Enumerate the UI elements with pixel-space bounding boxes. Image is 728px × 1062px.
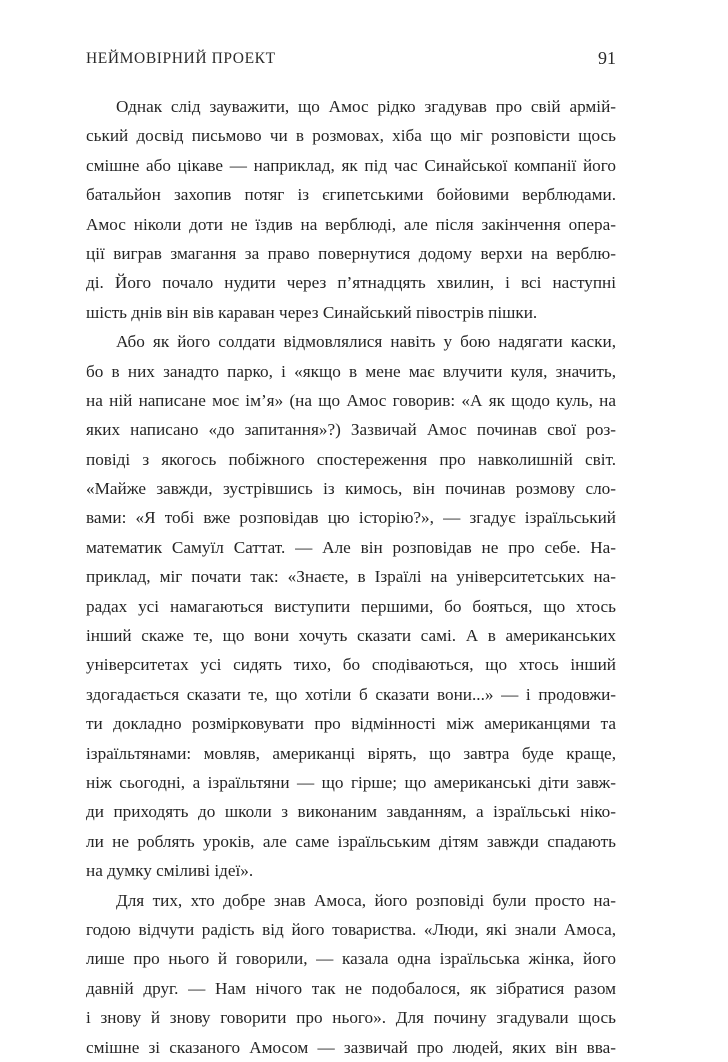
text-line: годою відчути радість від його товариства. «Люди, які знали Амоса, — [86, 919, 616, 939]
text-line: шість днів він вів караван через Синайський півострів пішки. — [86, 302, 538, 322]
text-line: приклад, міг почати так: «Знаєте, в Ізраїлі на університетських на- — [86, 567, 616, 587]
running-head — [86, 48, 616, 72]
text-line: ти докладно розмірковувати про відмінності між американцями та — [86, 714, 616, 734]
text-line: бо в них занадто парко, і «якщо в мене має влучити куля, значить, — [86, 361, 616, 381]
text-line: Або як його солдати відмовлялися навіть у бою надягати каски, — [116, 332, 616, 352]
text-line: здогадається сказати те, що хотіли б сказати вони...» — і продовжи- — [86, 684, 616, 704]
text-line: ди приходять до школи з виконаним завданням, а ізраїльські ніко- — [86, 802, 616, 822]
text-line: давній друг. — Нам нічого так не подобалося, як зібратися разом — [86, 978, 616, 998]
text-line: на думку сміливі ідеї». — [86, 861, 254, 881]
text-line: «Майже завжди, зустрівшись із кимось, він починав розмову сло- — [86, 479, 616, 499]
text-line: ли не роблять уроків, але саме ізраїльським дітям завжди спадають — [86, 831, 616, 851]
running-title: НЕЙМОВІРНИЙ ПРОЕКТ — [86, 50, 276, 67]
text-line: Однак слід зауважити, що Амос рідко згадував про свій армій- — [116, 97, 616, 116]
text-line: повіді з якогось побіжного спостереження про навколишній світ. — [86, 449, 616, 469]
text-line: інший скаже те, що вони хочуть сказати самі. А в американських — [86, 626, 616, 646]
text-line: математик Самуїл Саттат. — Але він розповідав не про себе. На- — [86, 537, 616, 557]
text-line: смішне зі сказаного Амосом — зазвичай про людей, яких він вва- — [86, 1037, 616, 1057]
text-line: ді. Його почало нудити через п’ятнадцять хвилин, і всі наступні — [86, 273, 616, 293]
body-text — [86, 92, 616, 1062]
text-line: ізраїльтянами: мовляв, американці вірять, що завтра буде краще, — [86, 743, 616, 763]
text-line: університетах усі сидять тихо, бо сподіваються, що хтось інший — [86, 655, 616, 675]
page-number: 91 — [598, 48, 616, 68]
text-line: ський досвід письмово чи в розмовах, хіба що міг розповісти щось — [86, 126, 616, 146]
text-line: Для тих, хто добре знав Амоса, його розповіді були просто на- — [116, 890, 616, 910]
text-line: на ній написане моє ім’я» (на що Амос говорив: «А як щодо куль, на — [86, 390, 616, 410]
text-line: радах усі намагаються виступити першими, бо бояться, що хтось — [86, 596, 616, 616]
text-line: вами: «Я тобі вже розповідав цю історію?», — згадує ізраїльський — [86, 508, 616, 528]
text-line: яких написано «до запитання»?) Зазвичай Амос починав свої роз- — [86, 420, 616, 440]
text-line: ніж сьогодні, а ізраїльтяни — що гірше; що американські діти завж- — [86, 772, 616, 792]
text-line: лише про нього й говорили, — казала одна ізраїльська жінка, його — [86, 949, 616, 969]
text-line: смішне або цікаве — наприклад, як під час Синайської компанії його — [86, 155, 616, 175]
text-line: батальйон захопив потяг із єгипетськими бойовими верблюдами. — [86, 185, 616, 205]
text-line: ції виграв змагання за право повернутися додому верхи на верблю- — [86, 243, 616, 263]
text-line: Амос ніколи доти не їздив на верблюді, але після закінчення опера- — [86, 214, 616, 234]
text-line: і знову й знову говорити про нього». Для почину згадували щось — [86, 1008, 616, 1028]
